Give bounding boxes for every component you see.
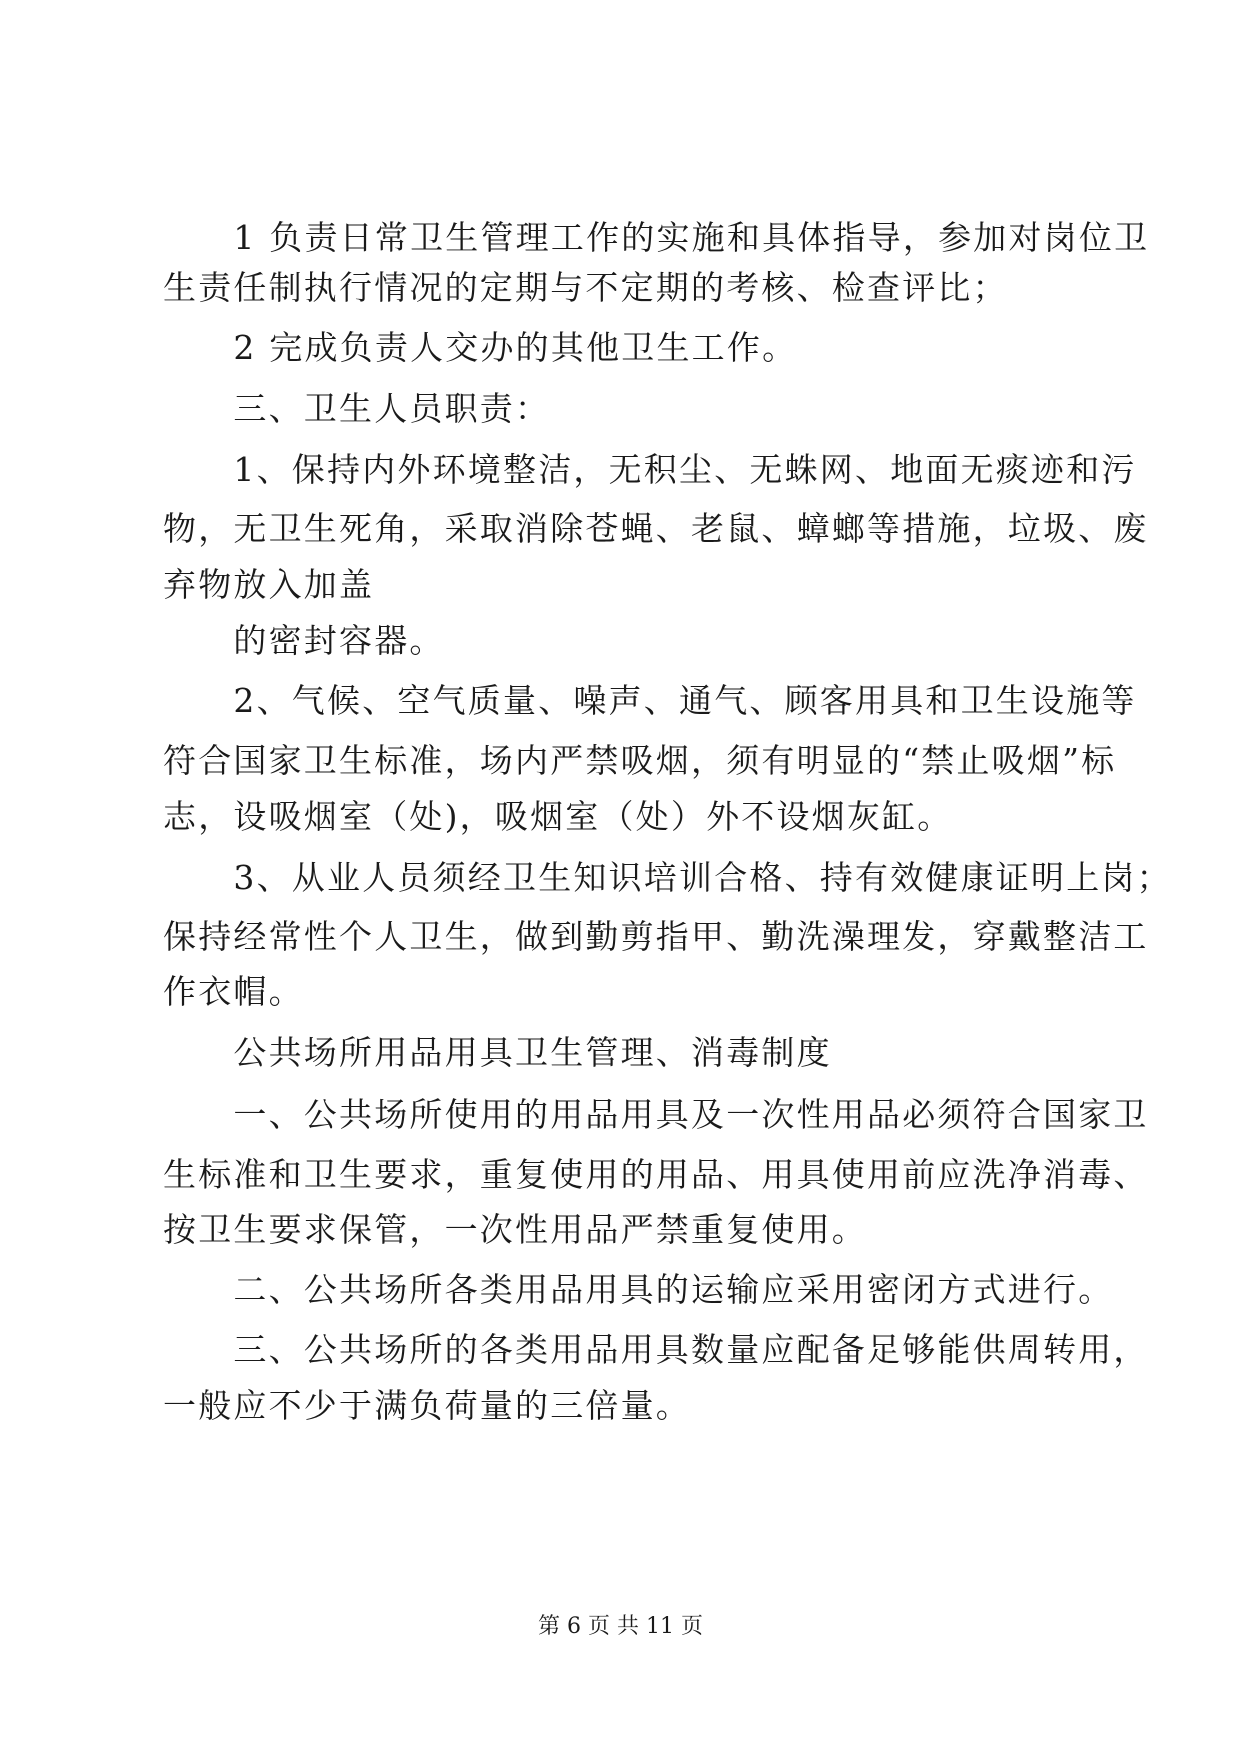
- text-line: 按卫生要求保管，一次性用品严禁重复使用。: [163, 1210, 867, 1249]
- text-line: 生责任制执行情况的定期与不定期的考核、检查评比；: [163, 268, 1008, 307]
- text-line: 3、从业人员须经卫生知识培训合格、持有效健康证明上岗；: [163, 858, 1172, 897]
- text-line: 2、气候、空气质量、噪声、通气、顾客用具和卫生设施等: [163, 681, 1137, 720]
- text-line: 保持经常性个人卫生，做到勤剪指甲、勤洗澡理发，穿戴整洁工: [163, 917, 1149, 956]
- text-line: 二、公共场所各类用品用具的运输应采用密闭方式进行。: [163, 1270, 1114, 1309]
- text-line: 的密封容器。: [163, 621, 445, 660]
- text-line: 作衣帽。: [163, 972, 304, 1011]
- text-line: 一般应不少于满负荷量的三倍量。: [163, 1386, 691, 1425]
- text-line: 一、公共场所使用的用品用具及一次性用品必须符合国家卫: [163, 1095, 1149, 1134]
- text-line: 志，设吸烟室（处)，吸烟室（处）外不设烟灰缸。: [163, 797, 953, 836]
- section-title: 公共场所用品用具卫生管理、消毒制度: [163, 1033, 832, 1072]
- text-line: 生标准和卫生要求，重复使用的用品、用具使用前应洗净消毒、: [163, 1155, 1149, 1194]
- text-line: 物，无卫生死角，采取消除苍蝇、老鼠、蟑螂等措施，垃圾、废: [163, 509, 1149, 548]
- text-line: 1 负责日常卫生管理工作的实施和具体指导，参加对岗位卫: [163, 218, 1150, 257]
- text-line: 1、保持内外环境整洁，无积尘、无蛛网、地面无痰迹和污: [163, 450, 1137, 489]
- text-line: 2 完成负责人交办的其他卫生工作。: [163, 328, 798, 367]
- text-line: 符合国家卫生标准，场内严禁吸烟，须有明显的“禁止吸烟”标: [163, 741, 1117, 780]
- text-line: 三、卫生人员职责：: [163, 389, 551, 428]
- page-number: 第 6 页 共 11 页: [538, 1614, 703, 1639]
- text-line: 三、公共场所的各类用品用具数量应配备足够能供周转用，: [163, 1330, 1149, 1369]
- text-line: 弃物放入加盖: [163, 565, 375, 604]
